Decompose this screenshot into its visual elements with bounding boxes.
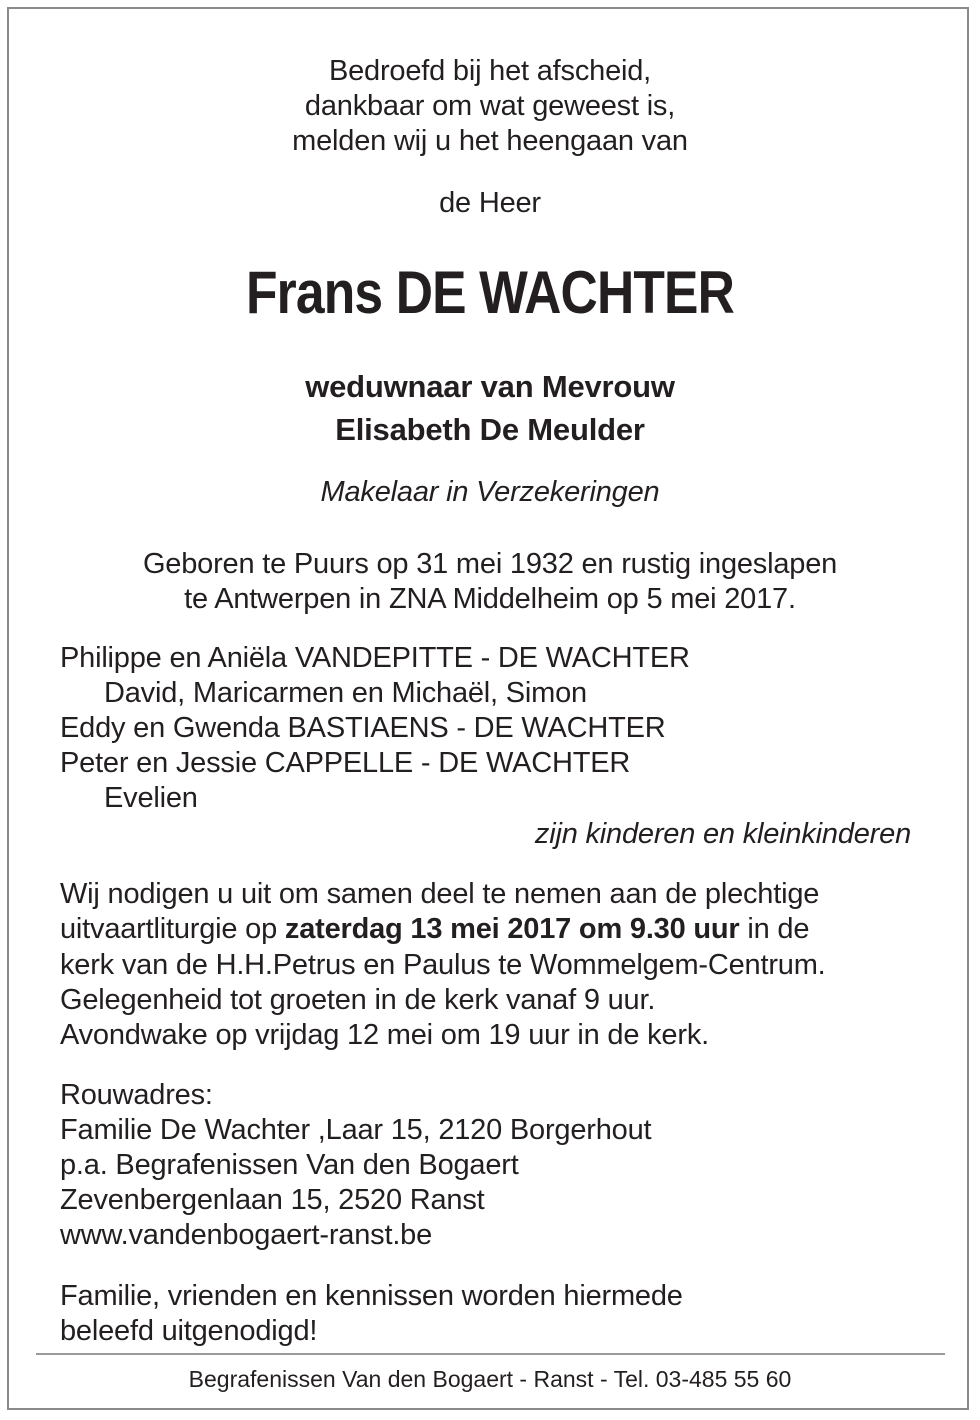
intro-line-2: dankbaar om wat geweest is, xyxy=(304,90,676,122)
invitation-line-1: Wij nodigen u uit om samen deel te nemen aan de plechtige xyxy=(60,878,820,910)
spouse-line-2: Elisabeth De Meulder xyxy=(335,412,645,447)
footer: Begrafenissen Van den Bogaert - Ranst - Tel. 03-485 55 60 xyxy=(188,1366,792,1392)
invitation-line-2-pre: uitvaartliturgie op xyxy=(60,913,285,945)
website-link[interactable]: www.vandenbogaert-ranst.be xyxy=(60,1219,433,1251)
invitation-line-3: kerk van de H.H.Petrus en Paulus te Wommelgem-Centrum. xyxy=(60,949,826,981)
invitation-line-5: Avondwake op vrijdag 12 mei om 19 uur in de kerk. xyxy=(60,1019,709,1051)
family-line-2: David, Maricarmen en Michaël, Simon xyxy=(104,677,587,709)
invitation-line-4: Gelegenheid tot groeten in de kerk vanaf 9 uur. xyxy=(60,984,656,1016)
intro-line-3: melden wij u het heengaan van xyxy=(292,125,688,157)
intro-line-1: Bedroefd bij het afscheid, xyxy=(328,55,652,87)
address-line-1: Familie De Wachter ,Laar 15, 2120 Borgerhout xyxy=(60,1114,652,1146)
birth-death-line-1: Geboren te Puurs op 31 mei 1932 en rustig ingeslapen xyxy=(142,548,838,580)
invitation-line-2 xyxy=(60,912,809,947)
honorific: de Heer xyxy=(439,187,541,219)
family-line-1: Philippe en Aniëla VANDEPITTE - DE WACHTER xyxy=(60,642,690,674)
family-line-4: Peter en Jessie CAPPELLE - DE WACHTER xyxy=(60,747,631,779)
birth-death-line-2: te Antwerpen in ZNA Middelheim op 5 mei 2017. xyxy=(184,583,796,615)
closing-line-2: beleefd uitgenodigd! xyxy=(60,1315,318,1347)
footer-divider xyxy=(36,1353,945,1355)
family-line-3: Eddy en Gwenda BASTIAENS - DE WACHTER xyxy=(60,712,666,744)
spouse-line-1: weduwnaar van Mevrouw xyxy=(305,369,675,404)
profession: Makelaar in Verzekeringen xyxy=(320,476,660,508)
family-signature: zijn kinderen en kleinkinderen xyxy=(534,818,911,850)
address-line-3: Zevenbergenlaan 15, 2520 Ranst xyxy=(60,1184,485,1216)
address-label: Rouwadres: xyxy=(60,1079,213,1111)
deceased-name: Frans DE WACHTER xyxy=(246,259,734,326)
invitation-line-2-post: in de xyxy=(739,913,810,945)
address-line-2: p.a. Begrafenissen Van den Bogaert xyxy=(60,1149,519,1181)
funeral-date-time: zaterdag 13 mei 2017 om 9.30 uur xyxy=(284,913,740,945)
family-line-5: Evelien xyxy=(104,782,198,814)
closing-line-1: Familie, vrienden en kennissen worden hiermede xyxy=(60,1280,683,1312)
